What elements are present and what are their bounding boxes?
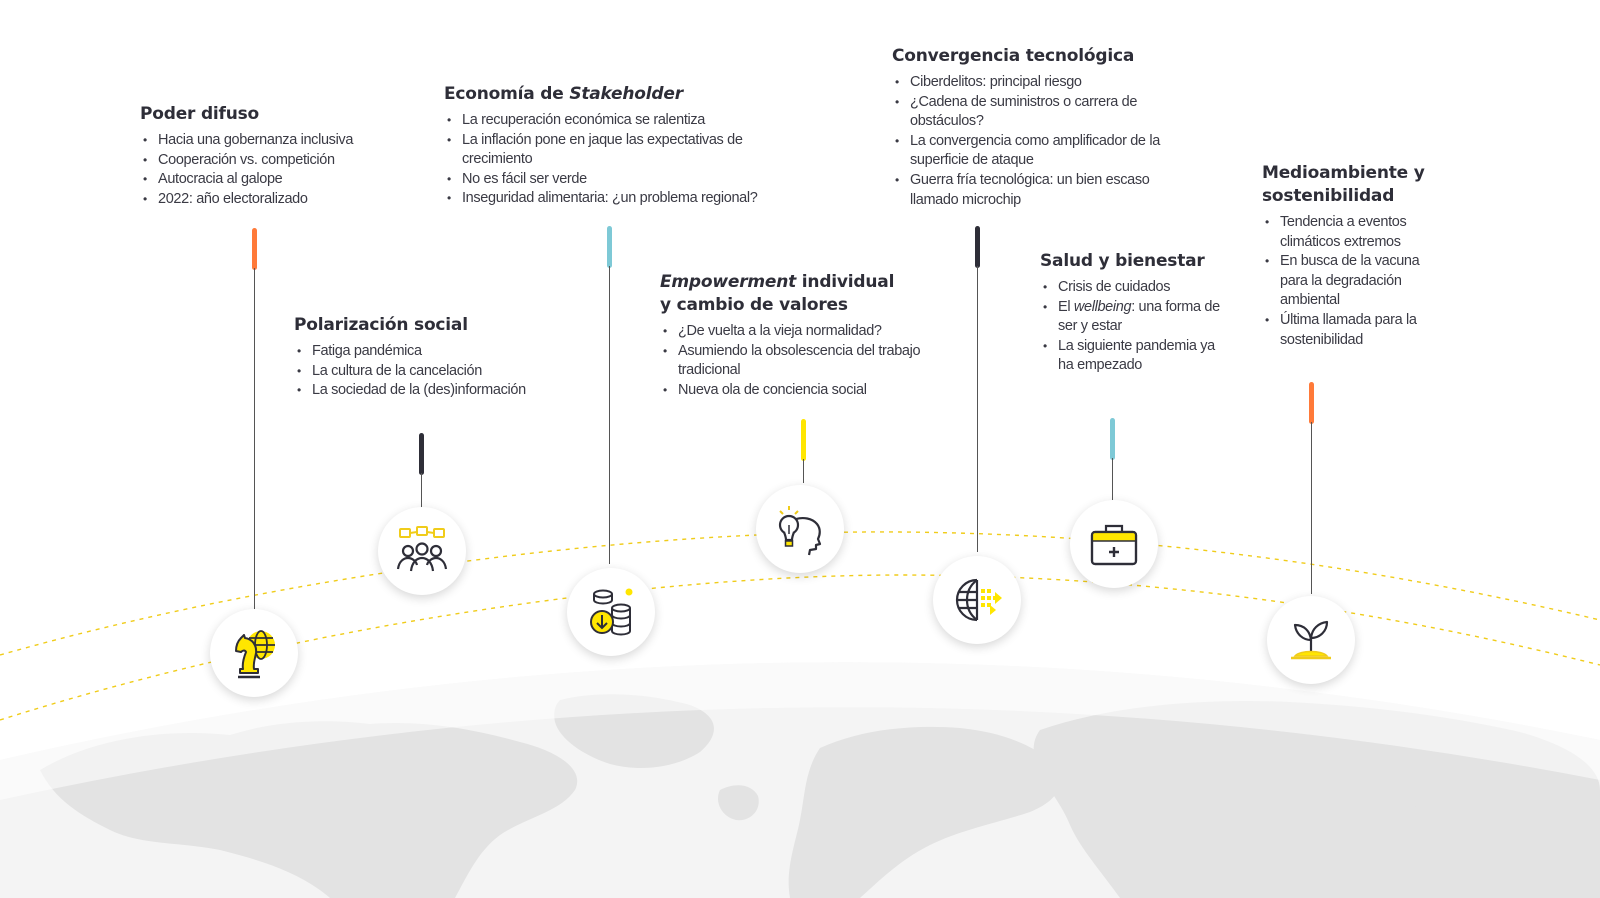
chess-knight-globe-icon: [226, 625, 282, 681]
trend-salud-bienestar: [1040, 250, 1240, 376]
list-item: • Guerra fría tecnológica: un bien escaso llamado microchip: [892, 171, 1195, 210]
trend-icon-badge: [1070, 500, 1158, 588]
list-item: • No es fácil ser verde: [444, 170, 804, 190]
connector-cap: [252, 228, 257, 270]
trend-icon-badge: [378, 507, 466, 595]
trend-icon-badge: [567, 568, 655, 656]
list-item: • La recuperación económica se ralentiza: [444, 111, 804, 131]
trend-title: [660, 271, 910, 317]
list-item: • En busca de la vacuna para la degradación ambiental: [1262, 252, 1450, 311]
first-aid-kit-icon: [1086, 516, 1142, 572]
trend-list: [1262, 213, 1450, 350]
trend-title: [444, 83, 804, 106]
trend-list: [892, 73, 1197, 210]
people-network-icon: [394, 523, 450, 579]
connector-cap: [419, 433, 424, 475]
trend-title-prefix: Economía de: [444, 84, 570, 104]
trend-poder-difuso: [140, 103, 400, 209]
list-item: • ¿De vuelta a la vieja normalidad?: [660, 322, 960, 342]
trend-list: [444, 111, 804, 209]
trend-polarizacion-social: [294, 314, 594, 401]
list-item: • Fatiga pandémica: [294, 342, 594, 362]
trend-list: [294, 342, 594, 401]
connector-line: [1112, 458, 1113, 500]
head-lightbulb-icon: [772, 501, 828, 557]
list-item: • La siguiente pandemia ya ha empezado: [1040, 337, 1226, 376]
trend-empowerment: [660, 271, 960, 400]
list-item: • Ciberdelitos: principal riesgo: [892, 73, 1197, 93]
list-item: • Última llamada para la sostenibilidad: [1262, 311, 1450, 350]
trend-title: Poder difuso: [140, 104, 260, 124]
trend-list: [660, 322, 960, 400]
connector-cap: [801, 419, 806, 461]
list-item-text: El: [1058, 298, 1074, 315]
list-item: • La convergencia como amplificador de la superficie de ataque: [892, 132, 1197, 171]
list-item: • Asumiendo la obsolescencia del trabajo tradicional: [660, 342, 963, 381]
trend-list: [140, 131, 400, 209]
list-item: • ¿Cadena de suministros o carrera de obstáculos?: [892, 93, 1185, 132]
trend-convergencia-tecnologica: [892, 45, 1212, 210]
trend-title: Medioambiente y sostenibilidad: [1262, 163, 1425, 206]
connector-line: [803, 459, 804, 483]
coins-stack-icon: [583, 584, 639, 640]
trend-medioambiente: [1262, 162, 1462, 350]
trend-list: [1040, 278, 1226, 376]
trend-title: Polarización social: [294, 315, 468, 335]
list-item: • Hacia una gobernanza inclusiva: [140, 131, 400, 151]
list-item-text: : una forma de ser y estar: [1058, 298, 1220, 335]
trend-title-emphasis: Empowerment: [660, 272, 797, 292]
trend-title: Salud y bienestar: [1040, 251, 1205, 271]
connector-line: [254, 268, 255, 611]
trend-icon-badge: [933, 556, 1021, 644]
list-item: • Inseguridad alimentaria: ¿un problema regional?: [444, 189, 804, 209]
list-item: • Nueva ola de conciencia social: [660, 381, 960, 401]
list-item: • Autocracia al galope: [140, 170, 400, 190]
connector-cap: [607, 226, 612, 268]
connector-line: [421, 473, 422, 509]
list-item: • 2022: año electoralizado: [140, 190, 400, 210]
connector-line: [1311, 422, 1312, 594]
trend-icon-badge: [756, 485, 844, 573]
trend-economia-stakeholder: [444, 83, 804, 209]
connector-cap: [1309, 382, 1314, 424]
list-item-emphasis: wellbeing: [1073, 298, 1132, 315]
list-item: • Tendencia a eventos climáticos extremos: [1262, 213, 1450, 252]
connector-line: [977, 266, 978, 552]
connector-cap: [975, 226, 980, 268]
trend-icon-badge: [210, 609, 298, 697]
connector-line: [609, 266, 610, 564]
connector-cap: [1110, 418, 1115, 460]
trend-title-suffix: individual y cambio de valores: [660, 272, 895, 315]
list-item: • Cooperación vs. competición: [140, 151, 400, 171]
list-item: • Crisis de cuidados: [1040, 278, 1226, 298]
list-item: • La cultura de la cancelación: [294, 362, 594, 382]
trend-icon-badge: [1267, 596, 1355, 684]
list-item: • La inflación pone en jaque las expectativas de crecimiento: [444, 131, 784, 170]
digital-globe-icon: [949, 572, 1005, 628]
list-item: • La sociedad de la (des)información: [294, 381, 594, 401]
trend-title-emphasis: Stakeholder: [569, 84, 683, 104]
trend-title: Convergencia tecnológica: [892, 46, 1135, 66]
list-item: [1040, 298, 1226, 337]
plant-sprout-icon: [1283, 612, 1339, 668]
